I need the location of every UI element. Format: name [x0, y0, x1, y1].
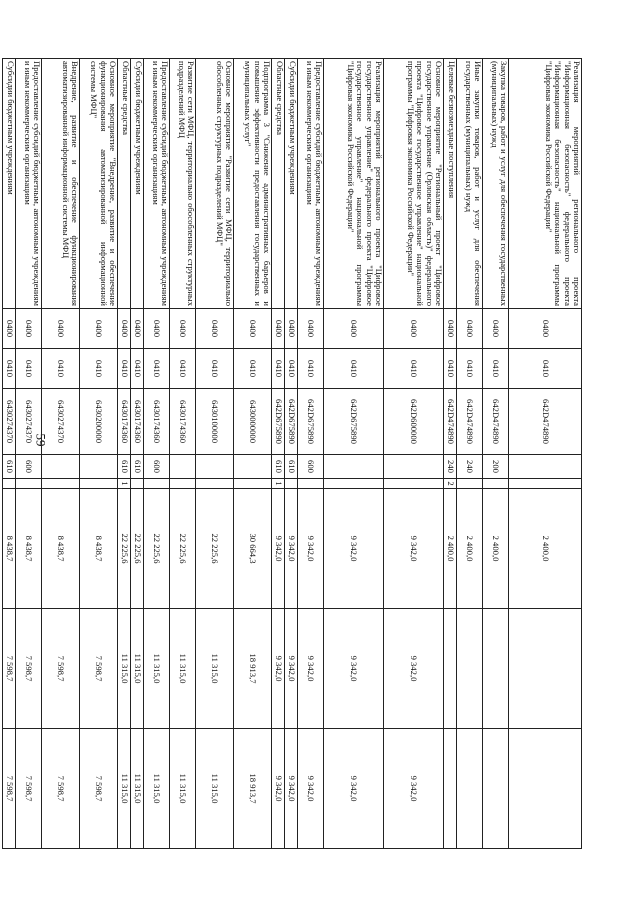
row-name: Субсидии бюджетным учреждениям	[285, 59, 298, 309]
table-row	[457, 59, 483, 849]
subsection-code: 0410	[80, 349, 118, 389]
section-code: 0400	[324, 309, 384, 349]
amount-year-2: 9 342,0	[324, 609, 384, 729]
row-name: Областные средства	[272, 59, 285, 309]
table-row	[285, 59, 298, 849]
amount-year-2: 7 598,7	[3, 609, 16, 729]
source-code	[483, 479, 509, 489]
target-article-code: 6430174360	[170, 389, 196, 455]
amount-year-2: 9 342,0	[298, 609, 324, 729]
target-article-code: 642D675890	[272, 389, 285, 455]
amount-year-1: 2 400,0	[444, 489, 457, 609]
section-code: 0400	[298, 309, 324, 349]
source-code	[42, 479, 80, 489]
table-row	[80, 59, 118, 849]
table-row	[384, 59, 444, 849]
source-code: 2	[444, 479, 457, 489]
table-row	[324, 59, 384, 849]
source-code	[324, 479, 384, 489]
section-code: 0400	[272, 309, 285, 349]
row-name: Предоставление субсидий бюджетным, автономным учреждениям и иным некоммерческим организациям	[298, 59, 324, 309]
row-name: Целевые безвозмездные поступления	[444, 59, 457, 309]
expense-type-code	[42, 455, 80, 479]
section-code: 0400	[444, 309, 457, 349]
subsection-code: 0410	[16, 349, 42, 389]
table-row	[509, 59, 582, 849]
amount-year-2: 11 315,0	[170, 609, 196, 729]
subsection-code: 0410	[324, 349, 384, 389]
amount-year-2: 9 342,0	[384, 609, 444, 729]
amount-year-1: 8 438,7	[16, 489, 42, 609]
expense-type-code: 610	[118, 455, 131, 479]
section-code: 0400	[196, 309, 234, 349]
amount-year-3: 18 913,7	[234, 729, 272, 849]
subsection-code: 0410	[118, 349, 131, 389]
source-code	[80, 479, 118, 489]
amount-year-3: 7 598,7	[80, 729, 118, 849]
amount-year-2: 7 598,7	[16, 609, 42, 729]
target-article-code: 642D675890	[285, 389, 298, 455]
amount-year-1: 9 342,0	[298, 489, 324, 609]
row-name: Основное мероприятие "Региональный проект "Цифровое государственное управление (Орловская область)" федерального проекта "Цифровое государственное управление" национальной программы "Цифровая экономика Российской Федерации"	[384, 59, 444, 309]
section-code: 0400	[234, 309, 272, 349]
expense-type-code: 610	[285, 455, 298, 479]
expense-type-code: 600	[144, 455, 170, 479]
source-code	[16, 479, 42, 489]
subsection-code: 0410	[509, 349, 582, 389]
target-article-code: 6430274370	[16, 389, 42, 455]
source-code	[196, 479, 234, 489]
target-article-code: 642D675890	[298, 389, 324, 455]
row-name: Развитие сети МФЦ, территориально обособленных структурных подразделений МФЦ	[170, 59, 196, 309]
section-code: 0400	[80, 309, 118, 349]
amount-year-1: 22 225,6	[144, 489, 170, 609]
source-code	[384, 479, 444, 489]
amount-year-3: 9 342,0	[298, 729, 324, 849]
amount-year-2: 7 598,7	[80, 609, 118, 729]
table-row	[272, 59, 285, 849]
expense-type-code: 600	[16, 455, 42, 479]
source-code	[144, 479, 170, 489]
amount-year-1: 22 225,6	[118, 489, 131, 609]
row-name: Реализация мероприятий регионального проекта "Цифровое государственное управление" федерального проекта "Цифровое государственное управление" национальной программы "Цифровая экономика Российской Федерации"	[324, 59, 384, 309]
source-code	[3, 479, 16, 489]
source-code	[298, 479, 324, 489]
row-name: Областные средства	[118, 59, 131, 309]
budget-table-body	[3, 59, 582, 849]
expense-type-code: 610	[3, 455, 16, 479]
target-article-code: 642D474890	[509, 389, 582, 455]
subsection-code: 0410	[444, 349, 457, 389]
section-code: 0400	[42, 309, 80, 349]
amount-year-1: 2 400,0	[457, 489, 483, 609]
table-row	[118, 59, 131, 849]
section-code: 0400	[483, 309, 509, 349]
budget-table-frame	[4, 58, 582, 848]
amount-year-1: 8 438,7	[3, 489, 16, 609]
row-name: Предоставление субсидий бюджетным, автономным учреждениям и иным некоммерческим организациям	[16, 59, 42, 309]
amount-year-2: 18 913,7	[234, 609, 272, 729]
target-article-code: 642D474890	[457, 389, 483, 455]
amount-year-2	[457, 609, 483, 729]
amount-year-1: 22 225,6	[196, 489, 234, 609]
table-row	[16, 59, 42, 849]
table-row	[3, 59, 16, 849]
table-row	[234, 59, 272, 849]
subsection-code: 0410	[272, 349, 285, 389]
amount-year-3: 11 315,0	[118, 729, 131, 849]
source-code: 1	[118, 479, 131, 489]
section-code: 0400	[509, 309, 582, 349]
subsection-code: 0410	[144, 349, 170, 389]
target-article-code: 6430274370	[3, 389, 16, 455]
target-article-code: 6430174360	[144, 389, 170, 455]
table-row	[483, 59, 509, 849]
row-name: Подпрограмма 3 "Снижение административных барьеров и повышение эффективности предоставления государственных и муниципальных услуг"	[234, 59, 272, 309]
amount-year-3: 7 598,7	[3, 729, 16, 849]
amount-year-2: 11 315,0	[131, 609, 144, 729]
amount-year-3: 7 598,7	[16, 729, 42, 849]
target-article-code: 6430100000	[196, 389, 234, 455]
section-code: 0400	[170, 309, 196, 349]
subsection-code: 0410	[131, 349, 144, 389]
amount-year-1: 9 342,0	[324, 489, 384, 609]
source-code	[234, 479, 272, 489]
amount-year-3: 9 342,0	[285, 729, 298, 849]
source-code	[131, 479, 144, 489]
target-article-code: 642D675890	[324, 389, 384, 455]
expense-type-code: 200	[483, 455, 509, 479]
row-name: Основное мероприятие "Развитие сети МФЦ, территориально обособленных структурных подразделений МФЦ"	[196, 59, 234, 309]
expense-type-code	[196, 455, 234, 479]
target-article-code: 6430274370	[42, 389, 80, 455]
target-article-code: 6430174360	[118, 389, 131, 455]
section-code: 0400	[16, 309, 42, 349]
subsection-code: 0410	[457, 349, 483, 389]
row-name: Закупка товаров, работ и услуг для обеспечения государственных (муниципальных) нужд	[483, 59, 509, 309]
expense-type-code	[234, 455, 272, 479]
amount-year-2: 11 315,0	[144, 609, 170, 729]
amount-year-3: 11 315,0	[170, 729, 196, 849]
target-article-code: 642D474890	[444, 389, 457, 455]
page-number: 59	[33, 433, 49, 447]
amount-year-3	[483, 729, 509, 849]
amount-year-3: 9 342,0	[384, 729, 444, 849]
expense-type-code: 610	[272, 455, 285, 479]
target-article-code: 642D474890	[483, 389, 509, 455]
amount-year-1: 2 400,0	[483, 489, 509, 609]
amount-year-3	[509, 729, 582, 849]
row-name: Основное мероприятие "Внедрение, развитие и обеспечение функционирования автоматизированной информационной системы МФЦ"	[80, 59, 118, 309]
row-name: Иные закупки товаров, работ и услуг для обеспечения государственных (муниципальных) нужд	[457, 59, 483, 309]
target-article-code: 6430174360	[131, 389, 144, 455]
row-name: Предоставление субсидий бюджетным, автономным учреждениям и иным некоммерческим организациям	[144, 59, 170, 309]
rotated-page-content	[4, 58, 582, 848]
amount-year-2: 11 315,0	[118, 609, 131, 729]
amount-year-2	[483, 609, 509, 729]
amount-year-3: 11 315,0	[131, 729, 144, 849]
section-code: 0400	[285, 309, 298, 349]
expense-type-code	[384, 455, 444, 479]
amount-year-3: 9 342,0	[324, 729, 384, 849]
table-row	[144, 59, 170, 849]
amount-year-2	[509, 609, 582, 729]
expense-type-code	[509, 455, 582, 479]
section-code: 0400	[3, 309, 16, 349]
amount-year-3	[444, 729, 457, 849]
expense-type-code	[170, 455, 196, 479]
table-row	[298, 59, 324, 849]
source-code	[457, 479, 483, 489]
amount-year-1: 8 438,7	[80, 489, 118, 609]
amount-year-1: 22 225,6	[170, 489, 196, 609]
row-name: Внедрение, развитие и обеспечение функционирования автоматизированной информационной системы МФЦ	[42, 59, 80, 309]
subsection-code: 0410	[384, 349, 444, 389]
table-row	[444, 59, 457, 849]
subsection-code: 0410	[170, 349, 196, 389]
subsection-code: 0410	[196, 349, 234, 389]
source-code	[285, 479, 298, 489]
amount-year-2: 7 598,7	[42, 609, 80, 729]
section-code: 0400	[457, 309, 483, 349]
section-code: 0400	[144, 309, 170, 349]
source-code	[170, 479, 196, 489]
amount-year-3: 7 598,7	[42, 729, 80, 849]
target-article-code: 6430000000	[234, 389, 272, 455]
target-article-code: 6430200000	[80, 389, 118, 455]
expense-type-code	[324, 455, 384, 479]
section-code: 0400	[131, 309, 144, 349]
subsection-code: 0410	[298, 349, 324, 389]
amount-year-2	[444, 609, 457, 729]
amount-year-1: 9 342,0	[285, 489, 298, 609]
expense-type-code: 240	[457, 455, 483, 479]
amount-year-3: 11 315,0	[196, 729, 234, 849]
subsection-code: 0410	[285, 349, 298, 389]
subsection-code: 0410	[234, 349, 272, 389]
target-article-code: 642D600000	[384, 389, 444, 455]
source-code: 1	[272, 479, 285, 489]
table-row	[170, 59, 196, 849]
subsection-code: 0410	[42, 349, 80, 389]
expense-type-code: 240	[444, 455, 457, 479]
table-row	[42, 59, 80, 849]
amount-year-3: 9 342,0	[272, 729, 285, 849]
amount-year-3: 11 315,0	[144, 729, 170, 849]
subsection-code: 0410	[483, 349, 509, 389]
amount-year-1: 30 664,3	[234, 489, 272, 609]
expense-type-code: 600	[298, 455, 324, 479]
row-name: Субсидии бюджетным учреждениям	[131, 59, 144, 309]
section-code: 0400	[384, 309, 444, 349]
amount-year-1: 2 400,0	[509, 489, 582, 609]
expense-type-code: 610	[131, 455, 144, 479]
expense-type-code	[80, 455, 118, 479]
row-name: Реализация мероприятий регионального проекта "Информационная безопасность" федерального проекта "Информационная безопасность" национальной программы "Цифровая экономика Российской Федерации"	[509, 59, 582, 309]
source-code	[509, 479, 582, 489]
amount-year-1: 8 438,7	[42, 489, 80, 609]
section-code: 0400	[118, 309, 131, 349]
amount-year-1: 22 225,6	[131, 489, 144, 609]
subsection-code: 0410	[3, 349, 16, 389]
amount-year-2: 9 342,0	[285, 609, 298, 729]
table-row	[131, 59, 144, 849]
amount-year-1: 9 342,0	[384, 489, 444, 609]
amount-year-3	[457, 729, 483, 849]
amount-year-2: 11 315,0	[196, 609, 234, 729]
row-name: Субсидии бюджетным учреждениям	[3, 59, 16, 309]
table-row	[196, 59, 234, 849]
budget-table	[2, 58, 582, 849]
amount-year-2: 9 342,0	[272, 609, 285, 729]
amount-year-1: 9 342,0	[272, 489, 285, 609]
